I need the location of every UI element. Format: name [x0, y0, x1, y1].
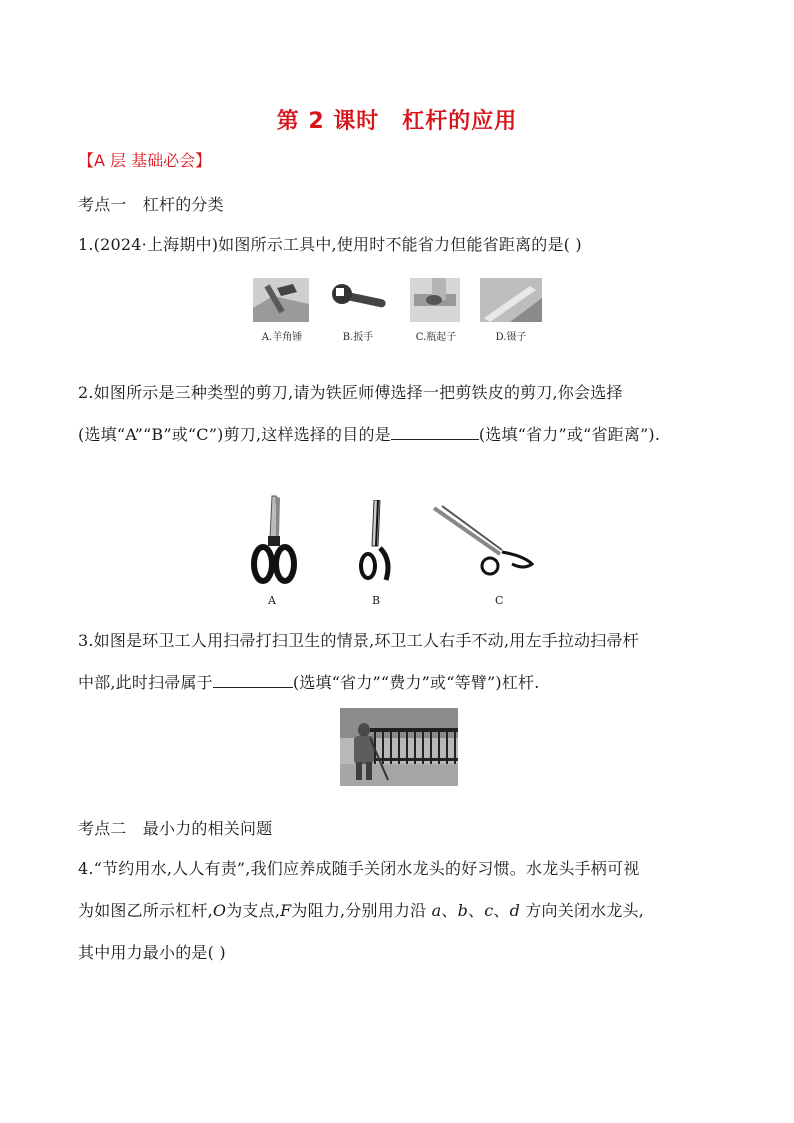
answer-blank[interactable]: [213, 673, 293, 688]
question-2-line-2: [78, 422, 660, 445]
question-2-line-1: 2.如图所示是三种类型的剪刀,请为铁匠师傅选择一把剪铁皮的剪刀,你会选择: [78, 383, 623, 402]
scissors-c-image: [432, 504, 536, 588]
question-4-line-2-part-a: 为如图乙所示杠杆,: [78, 901, 213, 920]
question-4-line-2-part-c: 为阻力,分别用力沿: [291, 901, 427, 920]
section-heading-1: 考点一 杠杆的分类: [78, 195, 224, 214]
question-4-line-3: 其中用力最小的是( ): [78, 943, 226, 962]
question-4-line-2: [78, 898, 644, 921]
question-1-text: 1.(2024·上海期中)如图所示工具中,使用时不能省力但能省距离的是( ): [78, 235, 582, 254]
claw-hammer-image: [253, 278, 309, 322]
street-sweeper-photo: [340, 708, 458, 786]
direction-d: d: [509, 901, 521, 920]
answer-blank[interactable]: [391, 425, 479, 440]
direction-a: a: [431, 901, 442, 920]
tweezers-image: [480, 278, 542, 322]
separator: 、: [468, 901, 485, 920]
page-title: 第 2 课时 杠杆的应用: [276, 109, 518, 134]
question-3-line-2-part-b: (选填“省力”“费力”或“等臂”)杠杆.: [292, 673, 540, 692]
scissors-b-label: B: [372, 594, 381, 607]
option-d-caption: D.镊子: [495, 332, 527, 343]
question-3-line-1: 3.如图是环卫工人用扫帚打扫卫生的情景,环卫工人右手不动,用左手拉动扫帚杆: [78, 631, 639, 650]
option-c-caption: C.瓶起子: [415, 332, 457, 343]
section-heading-2: 考点二 最小力的相关问题: [78, 819, 273, 838]
question-3-line-2-part-a: 中部,此时扫帚属于: [78, 673, 213, 692]
question-3-line-2: [78, 670, 540, 693]
separator: 、: [493, 901, 510, 920]
wrench-image: [330, 282, 392, 322]
force-symbol: F: [280, 901, 292, 920]
scissors-c-label: C: [495, 594, 504, 607]
scissors-a-image: [250, 492, 300, 588]
separator: 、: [441, 901, 458, 920]
scissors-a-label: A: [268, 594, 276, 607]
level-heading: 【A 层 基础必会】: [78, 151, 212, 170]
pivot-symbol: O: [212, 901, 227, 920]
scissors-b-image: [356, 500, 396, 590]
question-2-line-2-part-b: (选填“省力”或“省距离”).: [478, 425, 661, 444]
direction-b: b: [457, 901, 469, 920]
direction-c: c: [484, 901, 494, 920]
question-4-line-1: 4.“节约用水,人人有责”,我们应养成随手关闭水龙头的好习惯。水龙头手柄可视: [78, 859, 640, 878]
question-4-line-2-part-b: 为支点,: [226, 901, 281, 920]
option-a-caption: A.羊角锤: [261, 332, 303, 343]
question-2-figure: [240, 492, 540, 610]
question-1-figure: [250, 278, 550, 344]
question-4-line-2-part-d: 方向关闭水龙头,: [525, 901, 645, 920]
option-b-caption: B.扳手: [342, 332, 374, 343]
bottle-opener-image: [410, 278, 460, 322]
question-2-line-2-part-a: (选填“A”“B”或“C”)剪刀,这样选择的目的是: [78, 425, 391, 444]
